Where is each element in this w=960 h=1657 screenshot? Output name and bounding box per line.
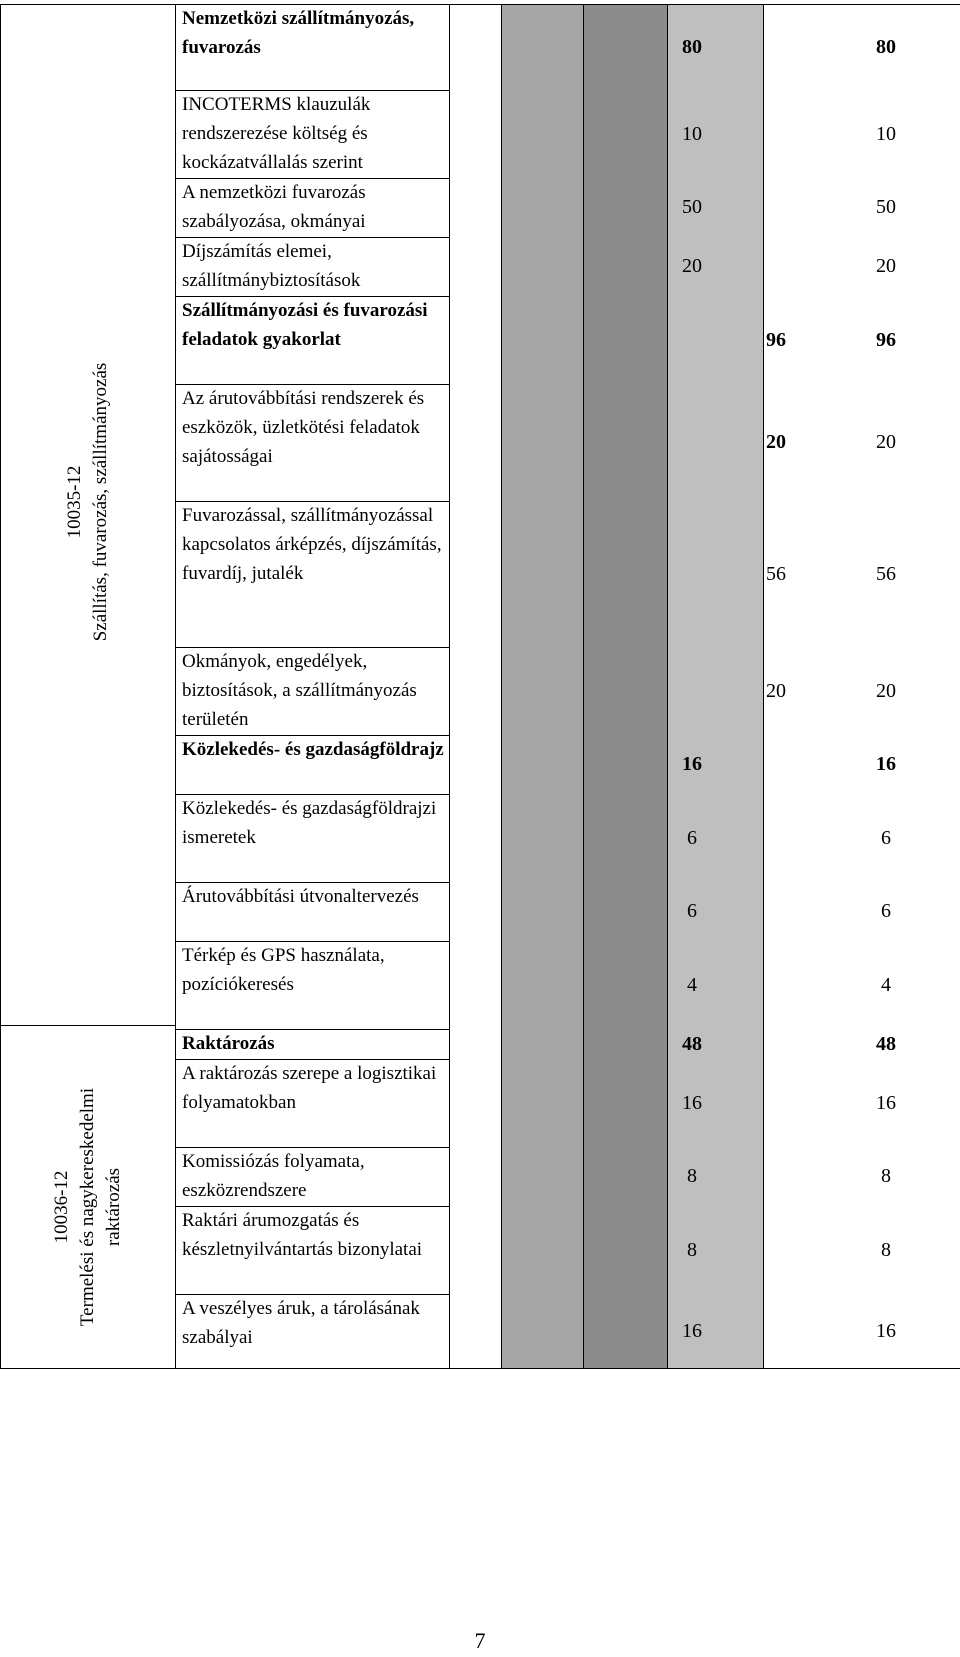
topic-label: Közlekedés- és gazdaságföldrajzi ismeretek [182, 798, 437, 848]
topic-label: Az árutovábbítási rendszerek és eszközök, üzletkötési feladatok sajátosságai [182, 388, 425, 467]
hours-total: 16 [876, 1092, 896, 1114]
row-divider [176, 735, 450, 736]
hours-value: 6 [687, 827, 697, 849]
table-row [176, 735, 960, 794]
topic-label: Közlekedés- és gazdaságföldrajz [182, 739, 444, 760]
hours-total: 6 [881, 900, 891, 922]
hours-total: 16 [876, 1320, 896, 1342]
table-row [176, 1294, 960, 1369]
table-row [176, 4, 960, 90]
hours-value: 10 [682, 123, 702, 145]
table-row [176, 882, 960, 941]
topic-label: Raktári árumozgatás és készletnyilvántartás bizonylatai [182, 1210, 423, 1260]
row-divider [176, 1059, 450, 1060]
row-divider [176, 1294, 450, 1295]
hours-value: 4 [687, 974, 697, 996]
row-divider [176, 237, 450, 238]
hours-value: 56 [766, 563, 786, 585]
table-row [176, 296, 960, 384]
table-row [176, 1029, 960, 1059]
hours-total: 8 [881, 1165, 891, 1187]
table-row [176, 501, 960, 647]
topic-label: Díjszámítás elemei, szállítmánybiztosítások [182, 241, 361, 291]
hours-value: 16 [682, 753, 702, 775]
topic-label: Térkép és GPS használata, pozíciókeresés [182, 945, 385, 995]
hours-value: 96 [766, 329, 786, 351]
hours-value: 20 [766, 680, 786, 702]
hours-total: 6 [881, 827, 891, 849]
table-row [176, 1206, 960, 1294]
topic-label: Okmányok, engedélyek, biztosítások, a szállítmányozás területén [182, 651, 417, 730]
page-number: 7 [474, 1628, 486, 1653]
hours-total: 10 [876, 123, 896, 145]
hours-total: 4 [881, 974, 891, 996]
row-divider [176, 501, 450, 502]
table-row [176, 1059, 960, 1147]
hours-value: 16 [682, 1320, 702, 1342]
topic-label: INCOTERMS klauzulák rendszerezése költség és kockázatvállalás szerint [182, 94, 371, 173]
row-divider [176, 941, 450, 942]
row-divider [176, 1147, 450, 1148]
table-row [176, 237, 960, 296]
hours-total: 8 [881, 1239, 891, 1261]
topic-label: Raktározás [182, 1033, 275, 1054]
row-divider [176, 647, 450, 648]
row-divider [176, 384, 450, 385]
hours-value: 6 [687, 900, 697, 922]
hours-value: 20 [766, 431, 786, 453]
module-code: 10035-12 [64, 465, 85, 539]
table-row [176, 90, 960, 178]
hours-value: 20 [682, 255, 702, 277]
row-divider [176, 1206, 450, 1207]
hours-total: 20 [876, 680, 896, 702]
hours-total: 50 [876, 196, 896, 218]
hours-value: 8 [687, 1165, 697, 1187]
hours-total: 48 [876, 1033, 896, 1055]
table-row [176, 647, 960, 735]
topic-label: A nemzetközi fuvarozás szabályozása, okmányai [182, 182, 366, 232]
module-code: 10036-12 [51, 1170, 72, 1244]
row-divider [176, 794, 450, 795]
hours-total: 56 [876, 563, 896, 585]
module-name: Szállítás, fuvarozás, szállítmányozás [90, 362, 111, 642]
hours-value: 50 [682, 196, 702, 218]
table-row [176, 384, 960, 501]
module-name-line-2: raktározás [103, 1167, 124, 1247]
hours-total: 16 [876, 753, 896, 775]
hours-total: 96 [876, 329, 896, 351]
row-divider [176, 296, 450, 297]
row-divider [176, 1029, 450, 1030]
hours-value: 8 [687, 1239, 697, 1261]
topic-label: Fuvarozással, szállítmányozással kapcsolatos árképzés, díjszámítás, fuvardíj, jutalék [182, 505, 442, 584]
topic-label: A raktározás szerepe a logisztikai folyamatokban [182, 1063, 437, 1113]
topic-label: A veszélyes áruk, a tárolásának szabályai [182, 1298, 420, 1348]
topic-label: Árutovábbítási útvonaltervezés [182, 886, 419, 907]
hours-total: 20 [876, 255, 896, 277]
row-divider [176, 178, 450, 179]
module-name-line-1: Termelési és nagykereskedelmi [77, 1087, 98, 1327]
hours-value: 80 [682, 36, 702, 58]
table-row [176, 1147, 960, 1206]
topic-label: Komissiózás folyamata, eszközrendszere [182, 1151, 365, 1201]
row-divider [176, 882, 450, 883]
hours-value: 16 [682, 1092, 702, 1114]
topic-label: Szállítmányozási és fuvarozási feladatok gyakorlat [182, 300, 428, 350]
table-row [176, 941, 960, 1029]
hours-total: 20 [876, 431, 896, 453]
row-divider [176, 90, 450, 91]
hours-total: 80 [876, 36, 896, 58]
topic-label: Nemzetközi szállítmányozás, fuvarozás [182, 8, 415, 58]
table-row [176, 178, 960, 237]
table-row [176, 794, 960, 882]
hours-value: 48 [682, 1033, 702, 1055]
